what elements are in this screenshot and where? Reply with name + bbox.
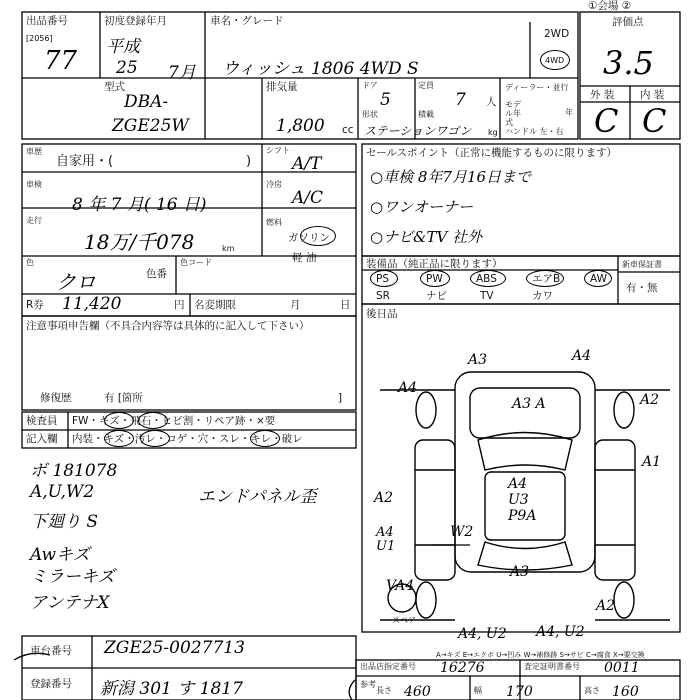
color-no-label: 色番 (146, 268, 167, 280)
note-4: ミラーキズ (30, 567, 115, 587)
capacity-label: 定員 (418, 81, 434, 90)
note-0: ボ 181078 (30, 461, 118, 481)
equip-pw-circle (420, 270, 450, 287)
lot-label: 出品番号 (26, 15, 68, 27)
engine-note: エンドパネル歪 (198, 487, 317, 507)
circle-tobiishi (138, 412, 168, 429)
color-value: クロ (56, 270, 96, 294)
venue-label: ①会場 ② (588, 0, 632, 12)
mark-left-window: W2 (450, 524, 474, 540)
circle-kizu1 (104, 412, 134, 429)
mark-left-door: A4 U1 (376, 525, 396, 554)
drive-2wd: 2WD (544, 28, 570, 40)
color-label: 色 (26, 258, 34, 267)
spare-label: スペア (392, 616, 416, 625)
width-label: 幅 (474, 686, 482, 695)
selling-point-0: ○車検 8年7月16日まで (370, 168, 532, 186)
lot-number: 77 (44, 46, 78, 76)
expiry-month: 月 (290, 299, 301, 311)
equip-tv: TV (480, 290, 494, 302)
mark-top-right: A4 (572, 348, 592, 364)
equip-ps-circle (370, 270, 398, 287)
reg-year: 25 (116, 58, 138, 78)
repair-value: 有 [箇所 (104, 392, 143, 404)
use-label: 車歴 (26, 147, 42, 156)
rep-no-value: 16276 (440, 660, 485, 676)
ref-label: 参考 (360, 680, 376, 689)
use-value: 自家用・( (56, 154, 114, 169)
selling-point-1: ○ワンオーナー (370, 198, 474, 216)
ext-grade: C (594, 102, 619, 140)
mark-front-right: A2 (640, 392, 660, 408)
load-unit: kg (488, 128, 498, 137)
dealer-label: ディーラー・並行 (505, 83, 569, 92)
fuel-diesel: 軽 油 (292, 252, 317, 264)
equip-sr: SR (376, 290, 390, 302)
length-label: 長さ (376, 686, 392, 695)
inspect-label: 車検 (26, 180, 42, 189)
mileage-value: 18万/千078 (84, 230, 195, 254)
shape-label: 形状 (362, 110, 378, 119)
note-1: A,U,W2 (30, 482, 95, 502)
year-unit: 年 (565, 108, 573, 117)
equip-airbag: エアB (532, 273, 561, 285)
type-label: 型式 (104, 81, 125, 93)
ext-label: 外 装 (590, 89, 615, 101)
model-year-label: モデル年式 (505, 100, 521, 127)
equip-abs-circle (470, 270, 506, 287)
mark-hood: A3 A (512, 396, 546, 412)
lot-code: [2056] (26, 34, 53, 43)
equip-aw-circle (584, 270, 612, 287)
type-value1: DBA- (124, 92, 169, 112)
shape-value: ステーションワゴン (364, 124, 472, 138)
shift-label: シフト (266, 146, 290, 155)
equip-aw: AW (590, 273, 607, 285)
height-label: 高さ (584, 686, 600, 695)
score-value: 3.5 (603, 44, 654, 82)
model-label: 車名・グレード (210, 15, 284, 27)
circle-sure (250, 430, 280, 447)
color-code-label: 色コード (180, 258, 212, 267)
plate-label: 登録番号 (30, 678, 72, 690)
fuel-gas-circle (300, 226, 336, 246)
width-value: 170 (506, 684, 533, 700)
mark-bottom-right: A4, U2 (536, 624, 585, 640)
fuel-label: 燃料 (266, 218, 282, 227)
inspect-value: 8 年 7 月( 16 日) (72, 195, 207, 215)
capacity-value: 7 (455, 90, 466, 110)
mark-roof: A4 U3 P9A (508, 476, 537, 524)
expiry-day: 日 (340, 299, 351, 311)
use-close: ) (246, 154, 252, 169)
equip-pw: PW (426, 273, 443, 285)
mark-bottom-left: A4, U2 (458, 626, 507, 642)
chassis-label: 車台番号 (30, 645, 72, 657)
note-2: 下廻り S (30, 512, 99, 532)
mark-rear-left: VA4 (386, 578, 415, 594)
expiry-label: 名変期限 (194, 299, 236, 311)
ac-label: 冷房 (266, 180, 282, 189)
recycle-label: R券 (26, 299, 44, 311)
repair-close: ] (338, 392, 343, 404)
score-label: 評価点 (612, 16, 644, 28)
inspector-label1: 検査員 (26, 415, 58, 427)
repair-label: 修復歴 (40, 392, 72, 404)
load-label: 積載 (418, 110, 434, 119)
equip-airbag-circle (526, 270, 564, 287)
int-label: 内 装 (640, 89, 665, 101)
inspector-row2: 内装・キズ・汚レ・コゲ・穴・スレ・キレ・破レ (72, 433, 303, 445)
mileage-label: 走行 (26, 216, 42, 225)
rear-label: 後日品 (366, 308, 398, 320)
equip-abs: ABS (476, 273, 497, 285)
reg-label: 初度登録年月 (104, 15, 167, 27)
height-value: 160 (612, 684, 639, 700)
disp-label: 排気量 (266, 81, 298, 93)
disp-value: 1,800 (276, 116, 325, 136)
mileage-unit: km (222, 244, 235, 253)
door-label: ドア (362, 81, 378, 90)
chassis-value: ZGE25-0027713 (104, 638, 245, 658)
recycle-value: 11,420 (62, 294, 122, 314)
type-value2: ZGE25W (112, 116, 189, 136)
note-5: アンテナX (30, 593, 110, 613)
mark-right-side: A1 (642, 454, 662, 470)
cert-label: 査定証明書番号 (524, 662, 580, 671)
model-text: ウィッシュ 1806 4WD S (222, 59, 419, 79)
int-grade: C (642, 102, 667, 140)
caution-label: 注意事項申告欄（不具合内容等は具体的に記入して下さい） (26, 320, 310, 332)
drive-4wd: 4WD (545, 56, 565, 65)
ac-value: A/C (292, 188, 324, 208)
selling-points-label: セールスポイント（正常に機能するものに限ります） (366, 147, 618, 159)
capacity-unit: 人 (486, 96, 497, 108)
cert-value: 0011 (604, 660, 640, 676)
diagram-legend: A→キズ E→エクボ U→凹み W→補修跡 S→サビ C→腐食 X→要交換 (436, 651, 645, 659)
equip-ps: PS (376, 273, 389, 285)
door-value: 5 (380, 90, 391, 110)
mark-front-left: A4 (398, 380, 418, 396)
reg-era: 平成 (106, 37, 140, 57)
circle-yogore (140, 430, 170, 447)
equipment-label: 装備品（純正品に限ります） (366, 258, 503, 270)
circle-kizu2 (104, 430, 134, 447)
warranty-value: 有・無 (626, 282, 658, 294)
mark-rear: A3 (510, 564, 530, 580)
fuel-gas: ガソリン (288, 232, 330, 244)
selling-point-2: ○ナビ&TV 社外 (370, 228, 483, 246)
plate-value: 新潟 301 す 1817 (100, 679, 243, 699)
equip-kawa: カワ (532, 290, 553, 302)
inspector-row1: FW・キズ・飛石・ヒビ割・リペア跡・×要 (72, 415, 276, 427)
shift-value: A/T (292, 154, 322, 174)
length-value: 460 (404, 684, 431, 700)
handle-label: ハンドル 左・右 (505, 127, 564, 136)
recycle-unit: 円 (174, 299, 185, 311)
mark-rear-right: A2 (596, 598, 616, 614)
rep-no-label: 出品店指定番号 (360, 662, 416, 671)
note-3: Awキズ (30, 545, 90, 565)
inspector-label2: 記入欄 (26, 433, 58, 445)
disp-unit: cc (342, 124, 354, 136)
mark-top-left: A3 (468, 352, 488, 368)
equip-navi: ナビ (426, 290, 447, 302)
reg-month: 7月 (168, 63, 196, 83)
mark-left-side: A2 (374, 490, 394, 506)
warranty-label: 新車保証書 (622, 260, 662, 269)
